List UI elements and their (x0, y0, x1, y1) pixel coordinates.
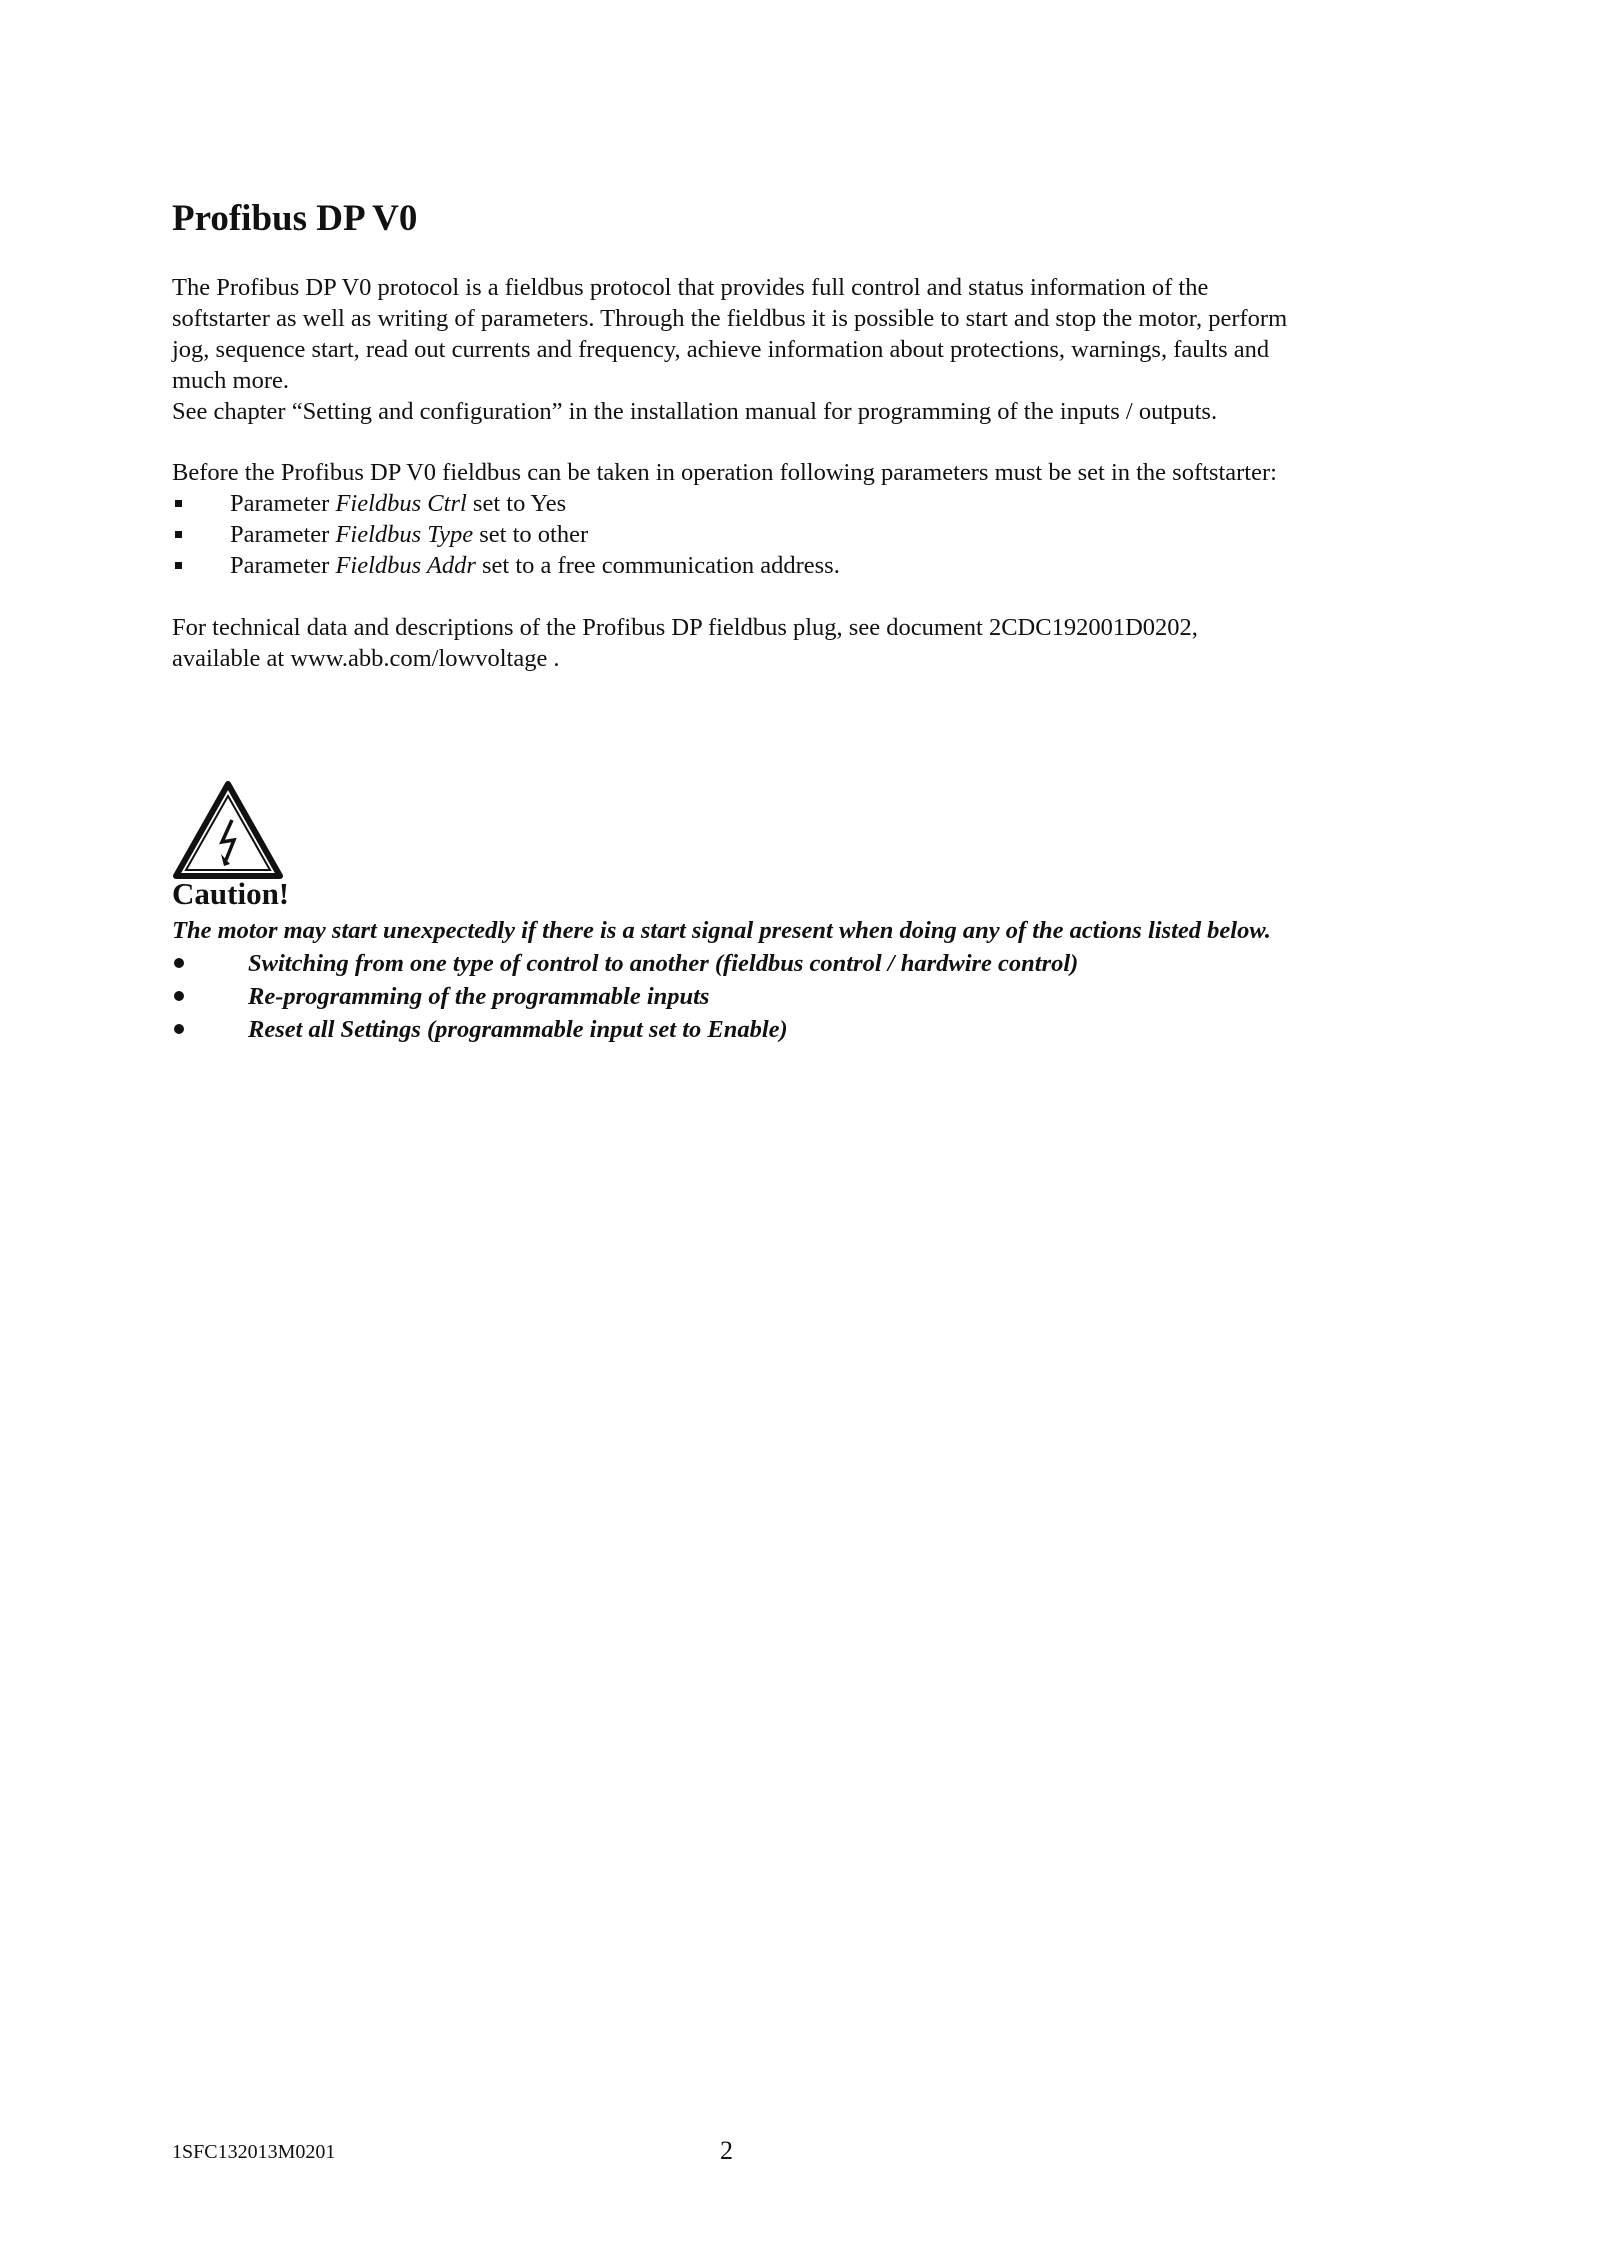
param-suffix: set to Yes (466, 490, 567, 517)
caution-list-item (172, 947, 1432, 980)
technical-data-paragraph (172, 612, 1412, 674)
param-prefix: Parameter (230, 552, 336, 579)
tech-data-line: For technical data and descriptions of the Profibus DP fieldbus plug, see document 2CDC192001D0202, (172, 614, 1198, 641)
param-prefix: Parameter (230, 490, 336, 517)
param-name: Fieldbus Ctrl (335, 490, 467, 517)
square-bullet-icon (175, 500, 182, 507)
intro-line: The Profibus DP V0 protocol is a fieldbus protocol that provides full control and status information of the (172, 274, 1209, 301)
parameter-list-item (172, 550, 1412, 581)
caution-item-text: Re-programming of the programmable inputs (248, 983, 710, 1010)
intro-line: See chapter “Setting and configuration” in the installation manual for programming of the inputs / outputs. (172, 398, 1218, 425)
document-code: 1SFC132013M0201 (172, 2141, 336, 2163)
tech-data-line: available at www.abb.com/lowvoltage . (172, 645, 560, 672)
section-heading: Profibus DP V0 (172, 198, 418, 239)
param-name: Fieldbus Addr (335, 552, 476, 579)
round-bullet-icon (174, 1024, 184, 1034)
param-suffix: set to a free communication address. (475, 552, 840, 579)
caution-lead: The motor may start unexpectedly if there is a start signal present when doing any of the actions listed below. (172, 917, 1271, 944)
parameter-list-item (172, 519, 1412, 550)
square-bullet-icon (175, 562, 182, 569)
prerequisites-section (172, 457, 1412, 581)
caution-list-item (172, 980, 1432, 1013)
intro-line: much more. (172, 367, 290, 394)
caution-body (172, 914, 1432, 1046)
param-suffix: set to other (473, 521, 589, 548)
caution-item-text: Reset all Settings (programmable input set to Enable) (248, 1016, 788, 1043)
page-number: 2 (720, 2136, 733, 2165)
caution-list-item (172, 1013, 1432, 1046)
round-bullet-icon (174, 991, 184, 1001)
caution-item-text: Switching from one type of control to another (fieldbus control / hardwire control) (248, 950, 1079, 977)
electrical-hazard-warning-icon (172, 780, 284, 880)
prerequisites-lead: Before the Profibus DP V0 fieldbus can be taken in operation following parameters must be set in the softstarter: (172, 459, 1277, 486)
parameter-list (172, 488, 1412, 581)
param-name: Fieldbus Type (335, 521, 474, 548)
caution-title: Caution! (172, 876, 290, 911)
intro-paragraph (172, 272, 1412, 427)
intro-line: softstarter as well as writing of parameters. Through the fieldbus it is possible to start and stop the motor, perform (172, 305, 1288, 332)
parameter-list-item (172, 488, 1412, 519)
param-prefix: Parameter (230, 521, 336, 548)
square-bullet-icon (175, 531, 182, 538)
round-bullet-icon (174, 958, 184, 968)
intro-line: jog, sequence start, read out currents and frequency, achieve information about protections, warnings, faults and (172, 336, 1270, 363)
caution-list (172, 947, 1432, 1046)
